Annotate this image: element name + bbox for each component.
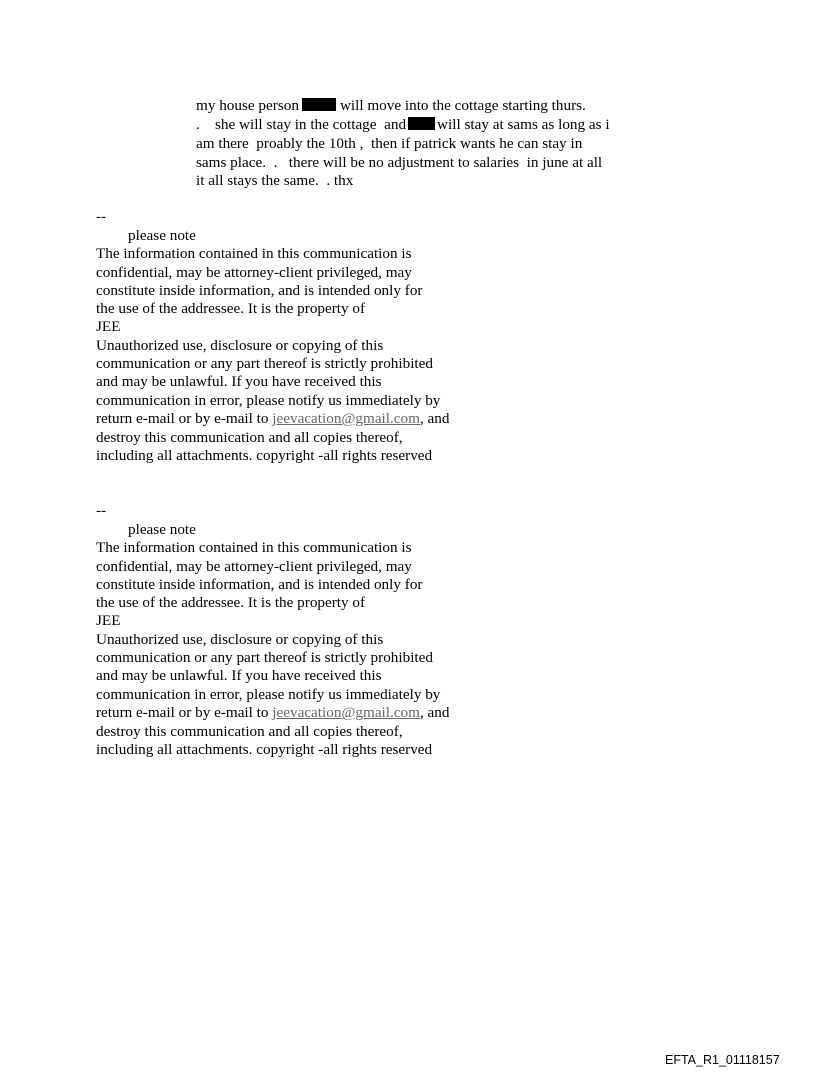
disclaimer-line: communication or any part thereof is strictly prohibited: [96, 355, 433, 372]
disclaimer-line: The information contained in this communication is: [96, 245, 412, 262]
disclaimer-line: constitute inside information, and is intended only for: [96, 282, 423, 299]
disclaimer-line: the use of the addressee. It is the property of: [96, 594, 366, 611]
disclaimer-line: destroy this communication and all copies thereof,: [96, 723, 403, 740]
disclaimer-line: constitute inside information, and is intended only for: [96, 576, 423, 593]
disclaimer-line: The information contained in this communication is: [96, 539, 412, 556]
disclaimer-line: confidential, may be attorney-client privileged, may: [96, 558, 412, 575]
disclaimer-line: Unauthorized use, disclosure or copying of this: [96, 337, 384, 354]
message-line: . she will stay in the cottage and will stay at sams as long as i: [196, 116, 610, 133]
disclaimer-line: JEE: [96, 318, 121, 335]
disclaimer-line: and may be unlawful. If you have received this: [96, 667, 382, 684]
redaction-box: [302, 98, 336, 111]
document-id: EFTA_R1_01118157: [665, 1053, 780, 1067]
disclaimer-line: communication or any part thereof is strictly prohibited: [96, 649, 433, 666]
disclaimer-line: including all attachments. copyright -all rights reserved: [96, 447, 433, 464]
disclaimer-line: communication in error, please notify us immediately by: [96, 686, 441, 703]
email-link[interactable]: jeevacation@gmail.com: [272, 410, 420, 427]
redaction-box: [408, 117, 435, 130]
message-line: my house person will move into the cottage starting thurs.: [196, 97, 586, 114]
signature-separator: --: [96, 502, 107, 519]
disclaimer-line: and may be unlawful. If you have received this: [96, 373, 382, 390]
signature-separator: --: [96, 208, 107, 225]
disclaimer-line: communication in error, please notify us immediately by: [96, 392, 441, 409]
message-line: it all stays the same. . thx: [196, 172, 354, 189]
message-line: am there proably the 10th , then if patrick wants he can stay in: [196, 135, 583, 152]
disclaimer-line: return e-mail or by e-mail to jeevacation@gmail.com, and: [96, 704, 450, 721]
signature-note: please note: [128, 521, 196, 538]
signature-note: please note: [128, 227, 196, 244]
email-link[interactable]: jeevacation@gmail.com: [272, 704, 420, 721]
disclaimer-line: Unauthorized use, disclosure or copying of this: [96, 631, 384, 648]
disclaimer-line: including all attachments. copyright -all rights reserved: [96, 741, 433, 758]
disclaimer-line: return e-mail or by e-mail to jeevacation@gmail.com, and: [96, 410, 450, 427]
disclaimer-line: the use of the addressee. It is the property of: [96, 300, 366, 317]
disclaimer-line: confidential, may be attorney-client privileged, may: [96, 264, 412, 281]
disclaimer-line: JEE: [96, 612, 121, 629]
message-line: sams place. . there will be no adjustment to salaries in june at all: [196, 154, 603, 171]
disclaimer-line: destroy this communication and all copies thereof,: [96, 429, 403, 446]
